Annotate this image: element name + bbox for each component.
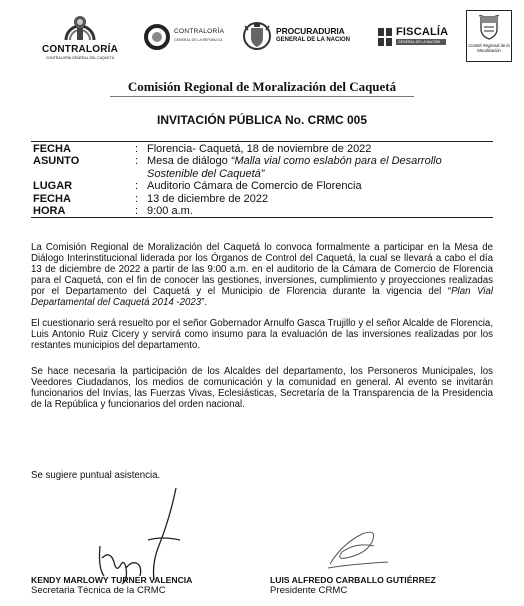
detail-value: 13 de diciembre de 2022 [147, 192, 269, 205]
procuraduria-name: PROCURADURIA [276, 26, 345, 36]
signer-role: Presidente CRMC [270, 584, 348, 596]
contraloria-republica-name: CONTRALORÍA [174, 28, 225, 35]
contraloria-republica-subtitle: GENERAL DE LA REPÚBLICA [174, 38, 223, 42]
procuraduria-logo [242, 20, 350, 54]
signer-name: KENDY MARLOWY TURNER VALENCIA [31, 575, 193, 585]
signer-name: LUIS ALFREDO CARBALLO GUTIÉRREZ [270, 575, 436, 585]
comite-name: Comité Regional de la Moralización [468, 43, 510, 53]
detail-key: FECHA [33, 192, 71, 205]
detail-separator: : [135, 205, 139, 218]
signature-1-handwriting [80, 488, 210, 588]
detail-key: FECHA [33, 143, 71, 155]
detail-row-subject [31, 155, 493, 180]
details-table [31, 141, 493, 218]
detail-separator: : [135, 155, 139, 168]
p1-end: ”. [201, 297, 208, 308]
signature-2-handwriting [322, 524, 392, 574]
logo-row [28, 8, 508, 66]
body-paragraph-4: Se sugiere puntual asistencia. [31, 470, 161, 481]
colombia-crest-icon [478, 15, 500, 41]
detail-value: Florencia- Caquetá, 18 de noviembre de 2022 [147, 143, 372, 155]
detail-key: ASUNTO [33, 155, 80, 168]
detail-separator: : [135, 180, 139, 193]
p1-italic: Plan Vial Departamental del Caquetá 2014 -2023 [31, 286, 494, 308]
detail-value: 9:00 a.m. [147, 205, 193, 218]
p1-text: La Comisión Regional de Moralización del Caquetá lo convoca formalmente a participar en la Mesa de Diálogo Interinstitucional liderada por los Órganos de Control del Caquetá, la cual se llevará a cabo el día 13 de diciembre de 2022 a partir de las 9:00 a.m. en el auditorio de la Cámara de Comercio de Florencia para el Caquetá, con el fin de conocer las gestiones, inversiones, cumplimiento y proyecciones realizadas por el Departamento del Caquetá y el Municipio de Florencia durante la vigencia del “ [31, 242, 493, 297]
body-paragraph-3: Se hace necesaria la participación de los Alcaldes del departamento, los Personeros Municipales, los Veedores Ciudadanos, los medios de comunicación y la comunidad en general. Al evento se invitarán funcionarios del Invías, las Fuerzas Vivas, Eclesiásticas, Secretaría de la Transparencia de la Presidencia de la República y funcionarios del orden nacional. [31, 366, 493, 410]
body-paragraph-1 [31, 242, 493, 308]
invitation-title: INVITACIÓN PÚBLICA No. CRMC 005 [156, 113, 367, 127]
comite-moralizacion-logo [466, 10, 512, 62]
detail-row-event-date [31, 193, 493, 205]
signer-1 [31, 575, 192, 596]
fiscalia-name: FISCALÍA [396, 26, 449, 38]
contraloria-republica-logo [144, 24, 228, 54]
fiscalia-subtitle: GENERAL DE LA NACIÓN [396, 39, 446, 45]
subject-italic: “Malla vial como eslabón para el Desarrollo Sostenible del Caquetá” [147, 155, 442, 180]
detail-separator: : [135, 143, 139, 155]
coat-of-arms-icon [242, 20, 272, 52]
detail-row-date [31, 143, 493, 155]
subject-plain: Mesa de diálogo [147, 155, 231, 168]
detail-key: HORA [33, 205, 66, 218]
fiscalia-mark-icon [378, 28, 392, 46]
divider [110, 96, 414, 97]
detail-key: LUGAR [33, 180, 73, 193]
detail-row-time [31, 205, 493, 217]
body-paragraph-2: El cuestionario será resuelto por el señor Gobernador Arnulfo Gasca Trujillo y el señor Alcalde de Florencia, Luis Antonio Ruiz Cicery y servirá como insumo para la evaluación de las inversiones realizadas por los restantes municipios del departamento. [31, 318, 494, 351]
signer-2 [270, 575, 436, 596]
contraloria-emblem-icon [62, 10, 98, 44]
fiscalia-logo [378, 24, 458, 50]
detail-value [147, 155, 493, 180]
commission-heading: Comisión Regional de Moralización del Caquetá [127, 79, 397, 94]
procuraduria-subtitle: GENERAL DE LA NACION [276, 37, 351, 43]
contraloria-logo-subtitle: CONTRALORÍA GENERAL DEL CAQUETÁ [45, 56, 115, 60]
signer-role: Secretaria Técnica de la CRMC [31, 584, 166, 596]
detail-separator: : [135, 192, 139, 205]
contraloria-caqueta-logo [38, 8, 122, 64]
contraloria-logo-name: CONTRALORÍA [41, 44, 119, 55]
ring-icon [144, 24, 170, 50]
detail-row-place [31, 180, 493, 192]
detail-value: Auditorio Cámara de Comercio de Florencia [147, 180, 362, 193]
